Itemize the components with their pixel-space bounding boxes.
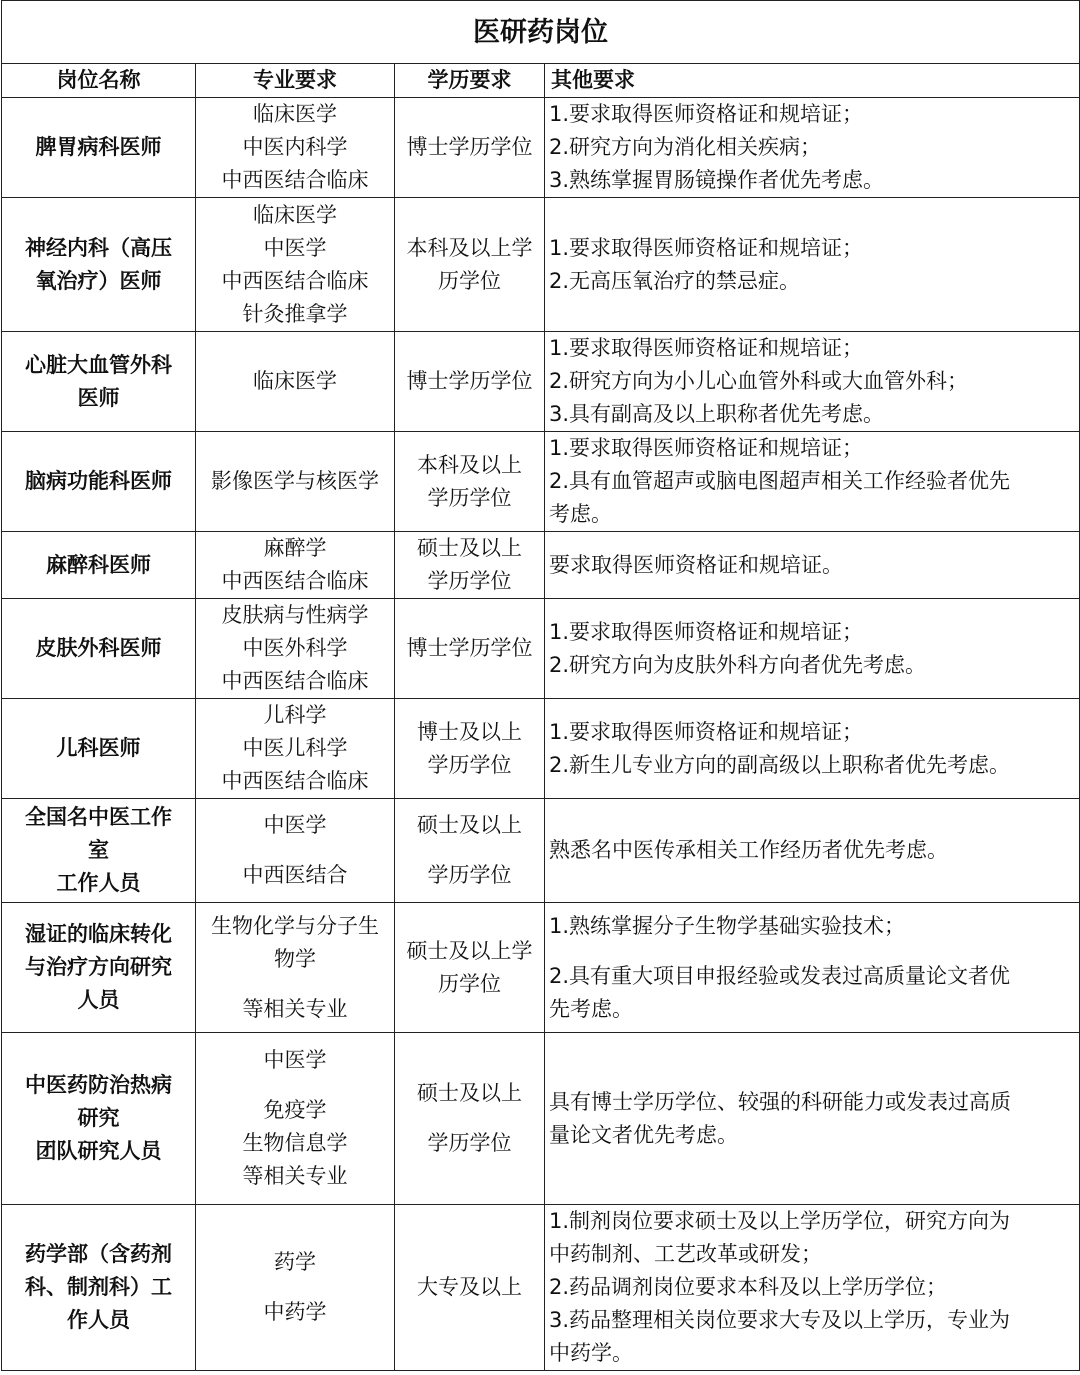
cell-line: 湿证的临床转化 [25, 922, 172, 946]
table-row [2, 332, 1080, 432]
requirements-cell [545, 198, 1080, 332]
table-title: 医研药岗位 [2, 1, 1080, 64]
position-cell [2, 532, 196, 599]
table-row [2, 903, 1080, 1033]
cell-line: 脑病功能科医师 [25, 469, 172, 493]
cell-line: 中医外科学 [242, 636, 348, 660]
cell-line: 神经内科（高压 [25, 235, 172, 260]
cell-line: 中医儿科学 [242, 736, 348, 760]
cell-line: 脾胃病科医师 [35, 135, 162, 159]
cell-line: 1.要求取得医师资格证和规培证； [549, 719, 864, 744]
table-body [2, 98, 1080, 1371]
line-gap [199, 1077, 391, 1094]
requirements-cell [545, 799, 1080, 903]
cell-line: 1.要求取得医师资格证和规培证； [549, 102, 864, 126]
cell-line: 本科及以上学 [406, 235, 533, 260]
major-cell [196, 799, 395, 903]
requirements-cell [545, 332, 1080, 432]
cell-line: 2.研究方向为小儿心血管外科或大血管外科； [549, 369, 969, 393]
cell-line: 2.新生儿专业方向的副高级以上职称者优先考虑。 [549, 752, 1011, 777]
position-cell [2, 432, 196, 532]
education-cell [395, 532, 545, 599]
cell-line: 1.制剂岗位要求硕士及以上学历学位，研究方向为 [549, 1209, 1011, 1233]
requirements-cell [545, 98, 1080, 198]
cell-line: 团队研究人员 [35, 1139, 162, 1163]
major-cell [196, 332, 395, 432]
position-cell [2, 198, 196, 332]
cell-line: 生物信息学 [242, 1131, 348, 1155]
cell-line: 临床医学 [253, 369, 337, 393]
cell-line: 中西医结合临床 [221, 268, 369, 293]
line-gap [398, 842, 541, 859]
cell-line: 中医学 [263, 813, 327, 837]
cell-line: 影像医学与核医学 [211, 469, 379, 493]
cell-line: 皮肤病与性病学 [221, 603, 369, 627]
positions-table [1, 0, 1080, 1371]
header-major: 专业要求 [196, 64, 395, 98]
title-row [2, 1, 1080, 64]
major-cell [196, 1033, 395, 1205]
cell-line: 2.具有血管超声或脑电图超声相关工作经验者优先 [549, 469, 1011, 493]
cell-line: 学历学位 [427, 752, 512, 777]
education-cell [395, 699, 545, 799]
position-cell [2, 799, 196, 903]
education-cell [395, 1205, 545, 1371]
position-cell [2, 332, 196, 432]
requirements-cell [545, 532, 1080, 599]
cell-line: 儿科医师 [56, 736, 141, 760]
cell-line: 博士及以上 [417, 719, 522, 744]
cell-line: 科、制剂科）工 [25, 1275, 172, 1299]
cell-line: 2.无高压氧治疗的禁忌症。 [549, 268, 801, 293]
cell-line: 中医学 [263, 235, 327, 260]
cell-line: 全国名中医工作 [25, 805, 172, 829]
cell-line: 2.具有重大项目申报经验或发表过高质量论文者优 [549, 963, 1011, 988]
cell-line: 熟悉名中医传承相关工作经历者优先考虑。 [549, 838, 948, 862]
cell-line: 中西医结合临床 [221, 569, 369, 593]
cell-line: 3.具有副高及以上职称者优先考虑。 [549, 402, 885, 426]
cell-line: 具有博士学历学位、较强的科研能力或发表过高质 [549, 1089, 1011, 1114]
line-gap [199, 1279, 391, 1296]
cell-line: 免疫学 [263, 1098, 327, 1122]
major-cell [196, 432, 395, 532]
education-cell [395, 432, 545, 532]
cell-line: 历学位 [438, 268, 501, 293]
table-row [2, 699, 1080, 799]
line-gap [398, 1110, 541, 1127]
header-row [2, 64, 1080, 98]
requirements-cell [545, 599, 1080, 699]
cell-line: 工作人员 [56, 871, 141, 895]
cell-line: 皮肤外科医师 [35, 636, 162, 660]
cell-line: 生物化学与分子生 [211, 913, 379, 938]
cell-line: 研究 [77, 1106, 120, 1130]
cell-line: 2.药品调剂岗位要求本科及以上学历学位； [549, 1275, 948, 1299]
cell-line: 学历学位 [427, 569, 512, 593]
cell-line: 中西医结合 [242, 863, 348, 887]
cell-line: 博士学历学位 [406, 135, 533, 159]
cell-line: 硕士及以上 [417, 536, 522, 560]
cell-line: 药学 [274, 1250, 316, 1274]
cell-line: 室 [88, 838, 109, 862]
table-row [2, 1033, 1080, 1205]
cell-line: 1.要求取得医师资格证和规培证； [549, 619, 864, 644]
line-gap [199, 976, 391, 993]
cell-line: 物学 [274, 946, 316, 971]
cell-line: 1.要求取得医师资格证和规培证； [549, 436, 864, 460]
cell-line: 作人员 [67, 1308, 130, 1332]
line-gap [199, 842, 391, 859]
cell-line: 中医学 [263, 1048, 327, 1072]
cell-line: 学历学位 [427, 863, 512, 887]
cell-line: 2.研究方向为消化相关疾病； [549, 135, 822, 159]
position-cell [2, 903, 196, 1033]
cell-line: 1.要求取得医师资格证和规培证； [549, 235, 864, 260]
requirements-cell [545, 1033, 1080, 1205]
cell-line: 儿科学 [263, 703, 327, 727]
cell-line: 针灸推拿学 [242, 301, 348, 326]
cell-line: 氧治疗）医师 [35, 268, 162, 293]
cell-line: 硕士及以上 [417, 813, 522, 837]
cell-line: 中药学。 [549, 1341, 633, 1365]
position-cell [2, 699, 196, 799]
education-cell [395, 799, 545, 903]
cell-line: 中西医结合临床 [221, 168, 369, 192]
education-cell [395, 332, 545, 432]
cell-line: 与治疗方向研究 [25, 955, 172, 979]
cell-line: 本科及以上 [417, 452, 522, 477]
cell-line: 量论文者优先考虑。 [549, 1122, 738, 1147]
cell-line: 2.研究方向为皮肤外科方向者优先考虑。 [549, 652, 927, 677]
education-cell [395, 198, 545, 332]
cell-line: 等相关专业 [242, 996, 348, 1021]
cell-line: 麻醉学 [263, 536, 327, 560]
table-row [2, 1205, 1080, 1371]
major-cell [196, 1205, 395, 1371]
cell-line: 中西医结合临床 [221, 769, 369, 793]
cell-line: 心脏大血管外科 [25, 352, 172, 377]
header-education: 学历要求 [395, 64, 545, 98]
recruitment-document [1, 0, 1079, 1371]
table-row [2, 532, 1080, 599]
line-gap [549, 943, 1076, 960]
header-other: 其他要求 [545, 64, 1080, 98]
table-row [2, 599, 1080, 699]
cell-line: 药学部（含药剂 [25, 1242, 172, 1266]
cell-line: 1.要求取得医师资格证和规培证； [549, 336, 864, 360]
cell-line: 中药制剂、工艺改革或研发； [549, 1242, 822, 1266]
requirements-cell [545, 1205, 1080, 1371]
cell-line: 3.熟练掌握胃肠镜操作者优先考虑。 [549, 168, 885, 192]
cell-line: 博士学历学位 [406, 369, 533, 393]
cell-line: 中西医结合临床 [221, 669, 369, 693]
position-cell [2, 98, 196, 198]
table-row [2, 98, 1080, 198]
requirements-cell [545, 699, 1080, 799]
major-cell [196, 903, 395, 1033]
cell-line: 学历学位 [427, 485, 512, 510]
education-cell [395, 903, 545, 1033]
position-cell [2, 599, 196, 699]
major-cell [196, 699, 395, 799]
cell-line: 临床医学 [253, 202, 337, 227]
requirements-cell [545, 903, 1080, 1033]
position-cell [2, 1205, 196, 1371]
requirements-cell [545, 432, 1080, 532]
cell-line: 博士学历学位 [406, 636, 533, 660]
cell-line: 要求取得医师资格证和规培证。 [549, 552, 843, 577]
education-cell [395, 599, 545, 699]
cell-line: 3.药品整理相关岗位要求大专及以上学历，专业为 [549, 1308, 1011, 1332]
cell-line: 学历学位 [427, 1131, 512, 1155]
education-cell [395, 1033, 545, 1205]
cell-line: 临床医学 [253, 102, 337, 126]
cell-line: 1.熟练掌握分子生物学基础实验技术； [549, 913, 906, 938]
cell-line: 医师 [77, 385, 120, 410]
education-cell [395, 98, 545, 198]
table-row [2, 432, 1080, 532]
major-cell [196, 98, 395, 198]
cell-line: 先考虑。 [549, 996, 633, 1021]
cell-line: 硕士及以上学 [406, 938, 533, 963]
major-cell [196, 532, 395, 599]
cell-line: 硕士及以上 [417, 1081, 522, 1105]
cell-line: 大专及以上 [417, 1275, 522, 1299]
major-cell [196, 198, 395, 332]
cell-line: 中药学 [263, 1300, 327, 1324]
cell-line: 等相关专业 [242, 1164, 348, 1188]
cell-line: 考虑。 [549, 502, 612, 526]
cell-line: 中医药防治热病 [25, 1073, 172, 1097]
table-row [2, 198, 1080, 332]
header-position: 岗位名称 [2, 64, 196, 98]
cell-line: 中医内科学 [242, 135, 348, 159]
cell-line: 历学位 [438, 971, 501, 996]
cell-line: 人员 [77, 988, 120, 1012]
position-cell [2, 1033, 196, 1205]
cell-line: 麻醉科医师 [46, 552, 151, 577]
major-cell [196, 599, 395, 699]
table-row [2, 799, 1080, 903]
